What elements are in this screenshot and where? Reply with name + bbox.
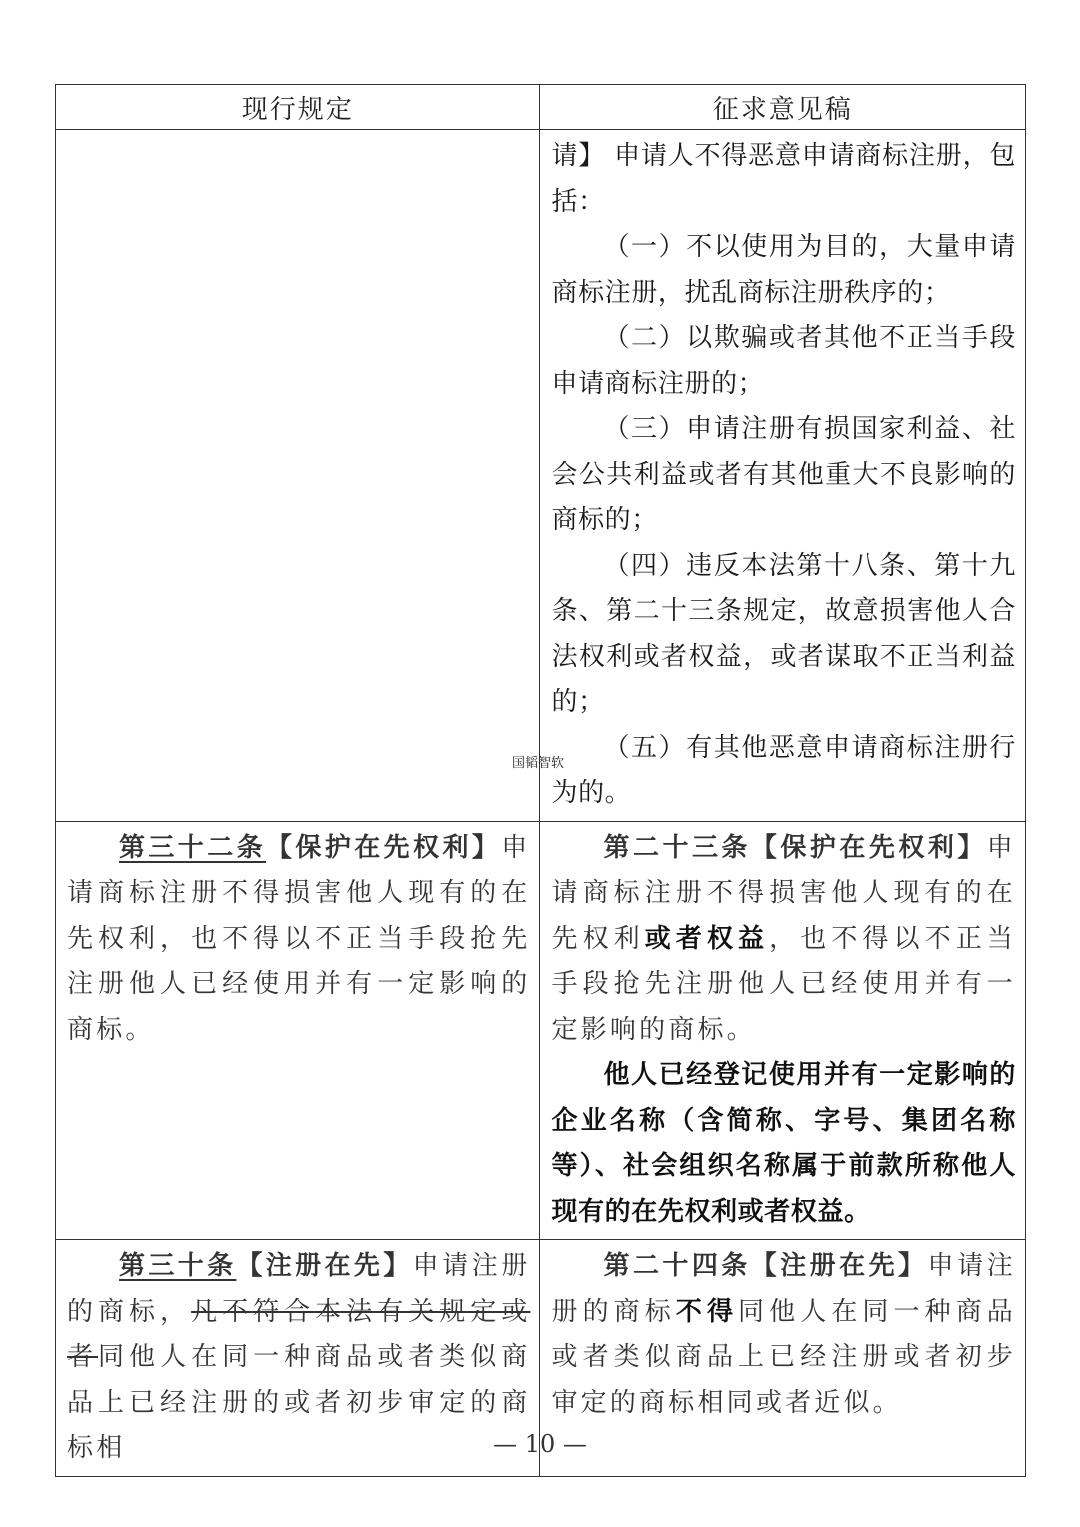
article-body: 申请商标注册不得损害他人现有的在先权利 bbox=[551, 832, 1016, 954]
inserted-text: 不得 bbox=[675, 1296, 739, 1327]
row1-right-intro: 请】 申请人不得恶意申请商标注册，包括： bbox=[551, 141, 1016, 217]
table-row bbox=[56, 821, 1026, 1240]
page-number: — 10 — bbox=[493, 1430, 587, 1458]
row2-left-cell bbox=[56, 821, 540, 1240]
row1-left-cell bbox=[56, 130, 540, 822]
watermark: 国韬智软 bbox=[512, 756, 565, 771]
list-item: （四）违反本法第十八条、第十九条、第二十三条规定，故意损害他人合法权利或者权益，或者谋取不正当利益的； bbox=[551, 550, 1016, 717]
list-item: （五）有其他恶意申请商标注册行为的。 bbox=[551, 732, 1016, 808]
header-current-rules: 现行规定 bbox=[56, 85, 540, 130]
list-item: （二）以欺骗或者其他不正当手段申请商标注册的； bbox=[551, 323, 1016, 399]
article-body: 申请注册的商标， bbox=[67, 1251, 531, 1327]
article-number: 第三十二条 bbox=[119, 832, 267, 863]
row2-right-cell bbox=[540, 821, 1026, 1240]
row1-right-cell bbox=[540, 130, 1026, 822]
article-body: ，也不得以不正当手段抢先注册他人已经使用并有一定影响的商标。 bbox=[551, 923, 1016, 1045]
list-item: （三）申请注册有损国家利益、社会公共利益或者有其他重大不良影响的商标的； bbox=[551, 414, 1016, 535]
list-item: （一）不以使用为目的，大量申请商标注册，扰乱商标注册秩序的； bbox=[551, 232, 1016, 308]
deleted-text: 凡不符合本法有关规定或者 bbox=[67, 1296, 531, 1372]
article-body: 同他人在同一种商品或者类似商品上已经注册的或者初步审定的商标相 bbox=[67, 1342, 531, 1463]
inserted-text: 或者权益 bbox=[644, 923, 770, 954]
header-draft: 征求意见稿 bbox=[540, 85, 1026, 130]
article-number: 第三十条 bbox=[119, 1251, 237, 1281]
comparison-table bbox=[55, 84, 1026, 1477]
article-body: 申请注册的商标 bbox=[551, 1251, 1016, 1327]
article-title: 第二十三条【保护在先权利】 bbox=[603, 832, 987, 863]
article-title: 【注册在先】 bbox=[236, 1251, 413, 1281]
article-body: 同他人在同一种商品或者类似商品上已经注册或者初步审定的商标相同或者近似。 bbox=[551, 1296, 1016, 1418]
article-paragraph: 他人已经登记使用并有一定影响的企业名称（含简称、字号、集团名称等）、社会组织名称属于前款所称他人现有的在先权利或者权益。 bbox=[551, 1060, 1016, 1227]
article-title: 【保护在先权利】 bbox=[266, 832, 502, 863]
header-row bbox=[56, 85, 1026, 130]
table-row bbox=[56, 130, 1026, 822]
article-title: 第二十四条【注册在先】 bbox=[603, 1251, 928, 1281]
article-body: 申请商标注册不得损害他人现有的在先权利，也不得以不正当手段抢先注册他人已经使用并有一定影响的商标。 bbox=[67, 832, 531, 1045]
